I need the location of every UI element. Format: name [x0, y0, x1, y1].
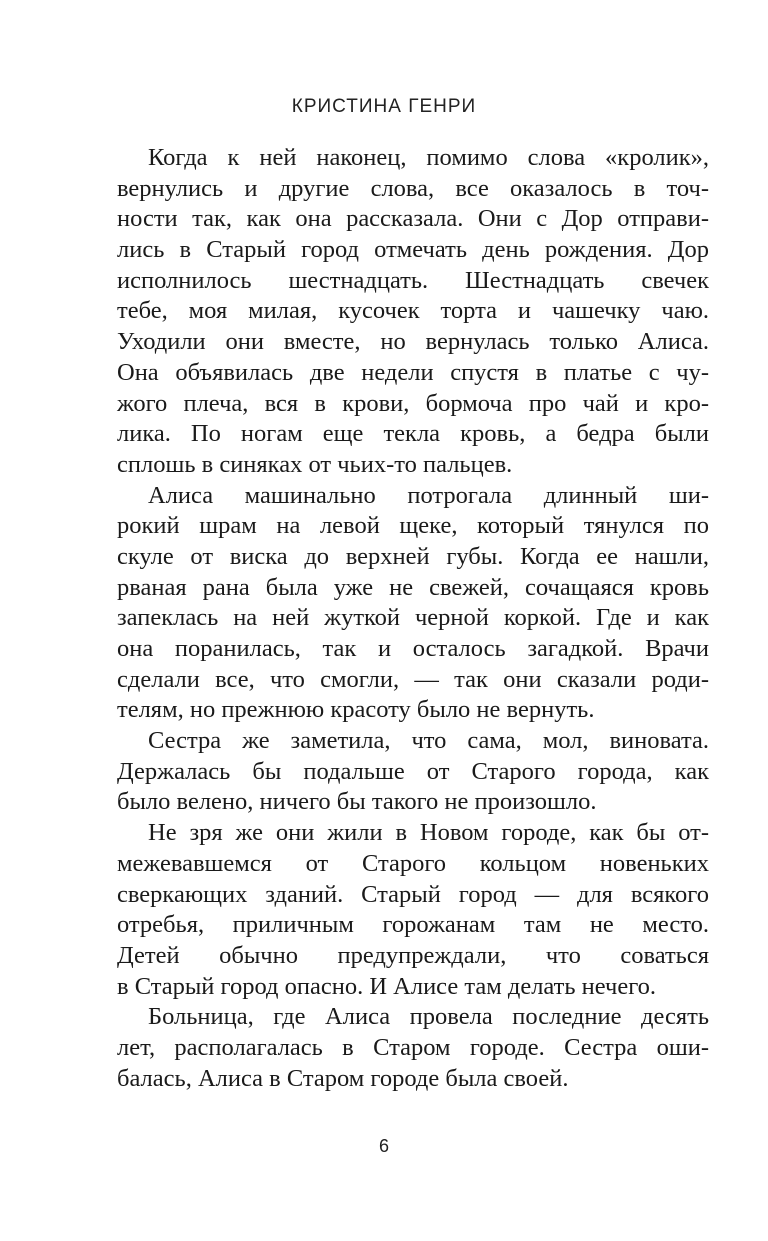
text-line: межевавшемся от Старого кольцом новеньких [117, 849, 709, 877]
text-line: сделали все, что смогли, — так они сказали роди- [117, 665, 709, 693]
text-line: Не зря же они жили в Новом городе, как бы от- [148, 819, 709, 847]
text-line: Алиса машинально потрогала длинный ши- [148, 481, 709, 509]
paragraph [117, 1002, 709, 1094]
text-line: вернулись и другие слова, все оказалось в точ- [117, 174, 709, 202]
text-line: Сестра же заметила, что сама, мол, виновата. [148, 727, 709, 755]
text-line: лика. По ногам еще текла кровь, а бедра были [117, 420, 709, 448]
text-line: сплошь в синяках от чьих-то пальцев. [117, 450, 513, 478]
text-line: Детей обычно предупреждали, что соваться [117, 941, 709, 969]
text-line: лет, располагалась в Старом городе. Сестра оши- [117, 1033, 709, 1061]
text-line: рокий шрам на левой щеке, который тянулся по [117, 512, 709, 540]
text-line: Больница, где Алиса провела последние десять [148, 1003, 709, 1031]
text-line: ности так, как она рассказала. Они с Дор отправи- [117, 205, 709, 233]
text-line: тебе, моя милая, кусочек торта и чашечку чаю. [117, 297, 709, 325]
paragraph [117, 726, 709, 818]
text-line: лись в Старый город отмечать день рождения. Дор [117, 236, 709, 264]
paragraph [117, 818, 709, 1002]
text-line: в Старый город опасно. И Алисе там делать нечего. [117, 972, 657, 1000]
text-line: балась, Алиса в Старом городе была своей. [117, 1064, 569, 1092]
text-line: было велено, ничего бы такого не произошло. [117, 788, 597, 816]
text-line: Когда к ней наконец, помимо слова «кролик», [148, 144, 709, 171]
running-header: КРИСТИНА ГЕНРИ [291, 96, 477, 117]
paragraph [117, 143, 709, 481]
text-line: телям, но прежнюю красоту было не вернуть. [117, 696, 595, 724]
text-line: жого плеча, вся в крови, бормоча про чай и кро- [117, 389, 709, 417]
text-line: отребья, приличным горожанам там не место. [117, 911, 709, 939]
text-line: Уходили они вместе, но вернулась только Алиса. [117, 328, 709, 356]
text-line: Она объявилась две недели спустя в платье с чу- [117, 358, 709, 386]
text-line: исполнилось шестнадцать. Шестнадцать свечек [117, 266, 709, 294]
text-line: запеклась на ней жуткой черной коркой. Где и как [117, 604, 709, 632]
text-line: рваная рана была уже не свежей, сочащаяся кровь [117, 573, 709, 601]
text-line: она поранилась, так и осталось загадкой. Врачи [117, 635, 709, 662]
page-number: 6 [378, 1136, 389, 1156]
text-line: скуле от виска до верхней губы. Когда ее нашли, [117, 542, 709, 570]
paragraph [117, 481, 709, 727]
page-body [117, 143, 709, 1094]
text-line: сверкающих зданий. Старый город — для всякого [117, 880, 709, 908]
text-line: Держалась бы подальше от Старого города, как [117, 757, 709, 785]
